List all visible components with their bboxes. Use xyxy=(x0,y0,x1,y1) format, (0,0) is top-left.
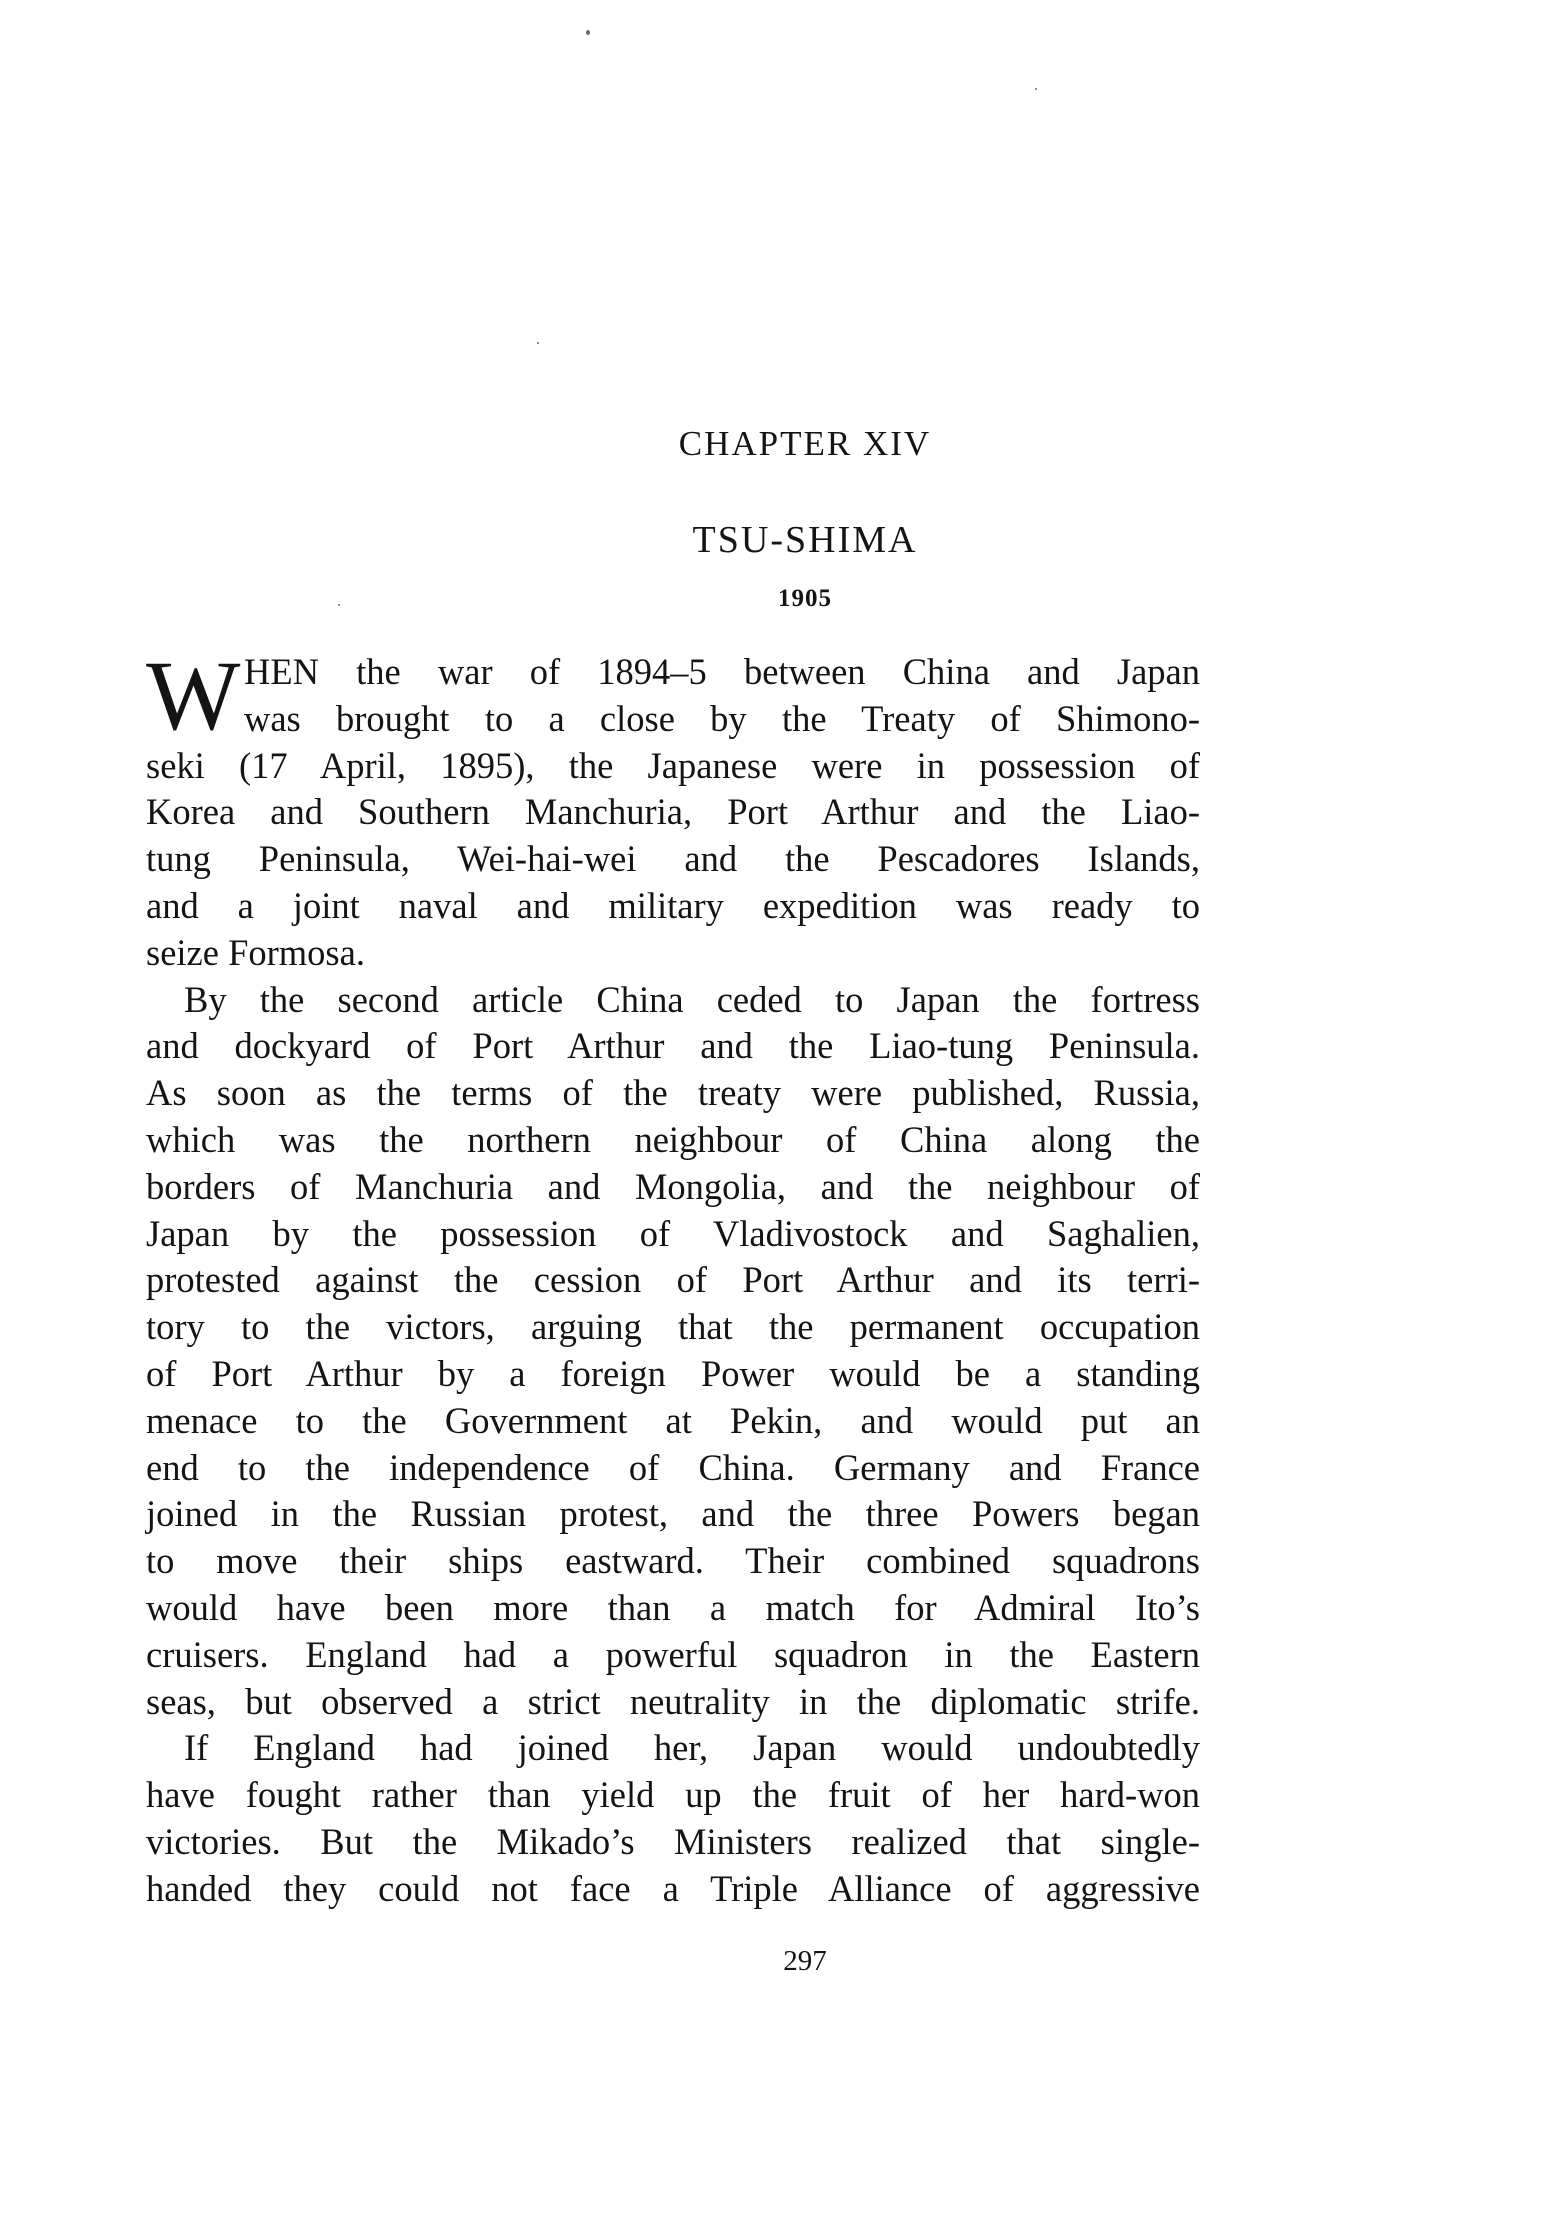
text-line: Japan by the possession of Vladivostock and Saghalien, xyxy=(146,1212,1200,1254)
text-line: If England had joined her, Japan would undoubtedly xyxy=(184,1727,1200,1769)
text-line: protested against the cession of Port Arthur and its terri- xyxy=(146,1259,1200,1301)
body-text xyxy=(146,640,1200,1913)
print-speck xyxy=(586,30,590,35)
text-line: tory to the victors, arguing that the permanent occupation xyxy=(146,1306,1200,1348)
text-line: handed they could not face a Triple Alliance of aggressive xyxy=(146,1867,1200,1909)
text-line: joined in the Russian protest, and the three Powers began xyxy=(146,1493,1200,1535)
text-line: was brought to a close by the Treaty of Shimono- xyxy=(244,697,1200,739)
text-line: and dockyard of Port Arthur and the Liao-tung Peninsula. xyxy=(146,1025,1200,1067)
text-line: tung Peninsula, Wei-hai-wei and the Pescadores Islands, xyxy=(146,838,1200,880)
text-line: menace to the Government at Pekin, and would put an xyxy=(146,1399,1200,1441)
chapter-year: 1905 xyxy=(778,585,832,612)
text-line: end to the independence of China. Germany and France xyxy=(146,1446,1200,1488)
text-line: seki (17 April, 1895), the Japanese were in possession of xyxy=(146,744,1200,786)
page-number: 297 xyxy=(783,1945,827,1977)
text-line: which was the northern neighbour of China along the xyxy=(146,1118,1200,1160)
text-line: victories. But the Mikado’s Ministers realized that single- xyxy=(146,1820,1200,1862)
text-line: By the second article China ceded to Japan the fortress xyxy=(184,978,1200,1020)
drop-cap: W xyxy=(146,640,241,751)
chapter-number: CHAPTER XIV xyxy=(678,424,932,463)
text-line: borders of Manchuria and Mongolia, and the neighbour of xyxy=(146,1165,1200,1207)
chapter-title: TSU-SHIMA xyxy=(692,519,918,561)
text-line: Korea and Southern Manchuria, Port Arthur and the Liao- xyxy=(146,791,1200,833)
text-line: seas, but observed a strict neutrality in the diplomatic strife. xyxy=(146,1680,1200,1722)
text-line: As soon as the terms of the treaty were published, Russia, xyxy=(146,1072,1200,1114)
print-speck xyxy=(537,342,539,344)
text-line: seize Formosa. xyxy=(146,931,365,973)
text-line: and a joint naval and military expedition was ready to xyxy=(146,884,1200,926)
text-line: have fought rather than yield up the fruit of her hard-won xyxy=(146,1774,1200,1816)
print-speck xyxy=(1035,88,1037,90)
text-line: HEN the war of 1894–5 between China and Japan xyxy=(244,651,1200,692)
text-line: of Port Arthur by a foreign Power would be a standing xyxy=(146,1352,1200,1394)
text-line: to move their ships eastward. Their combined squadrons xyxy=(146,1540,1200,1582)
text-line: would have been more than a match for Admiral Ito’s xyxy=(146,1586,1200,1628)
text-line: cruisers. England had a powerful squadron in the Eastern xyxy=(146,1633,1200,1675)
